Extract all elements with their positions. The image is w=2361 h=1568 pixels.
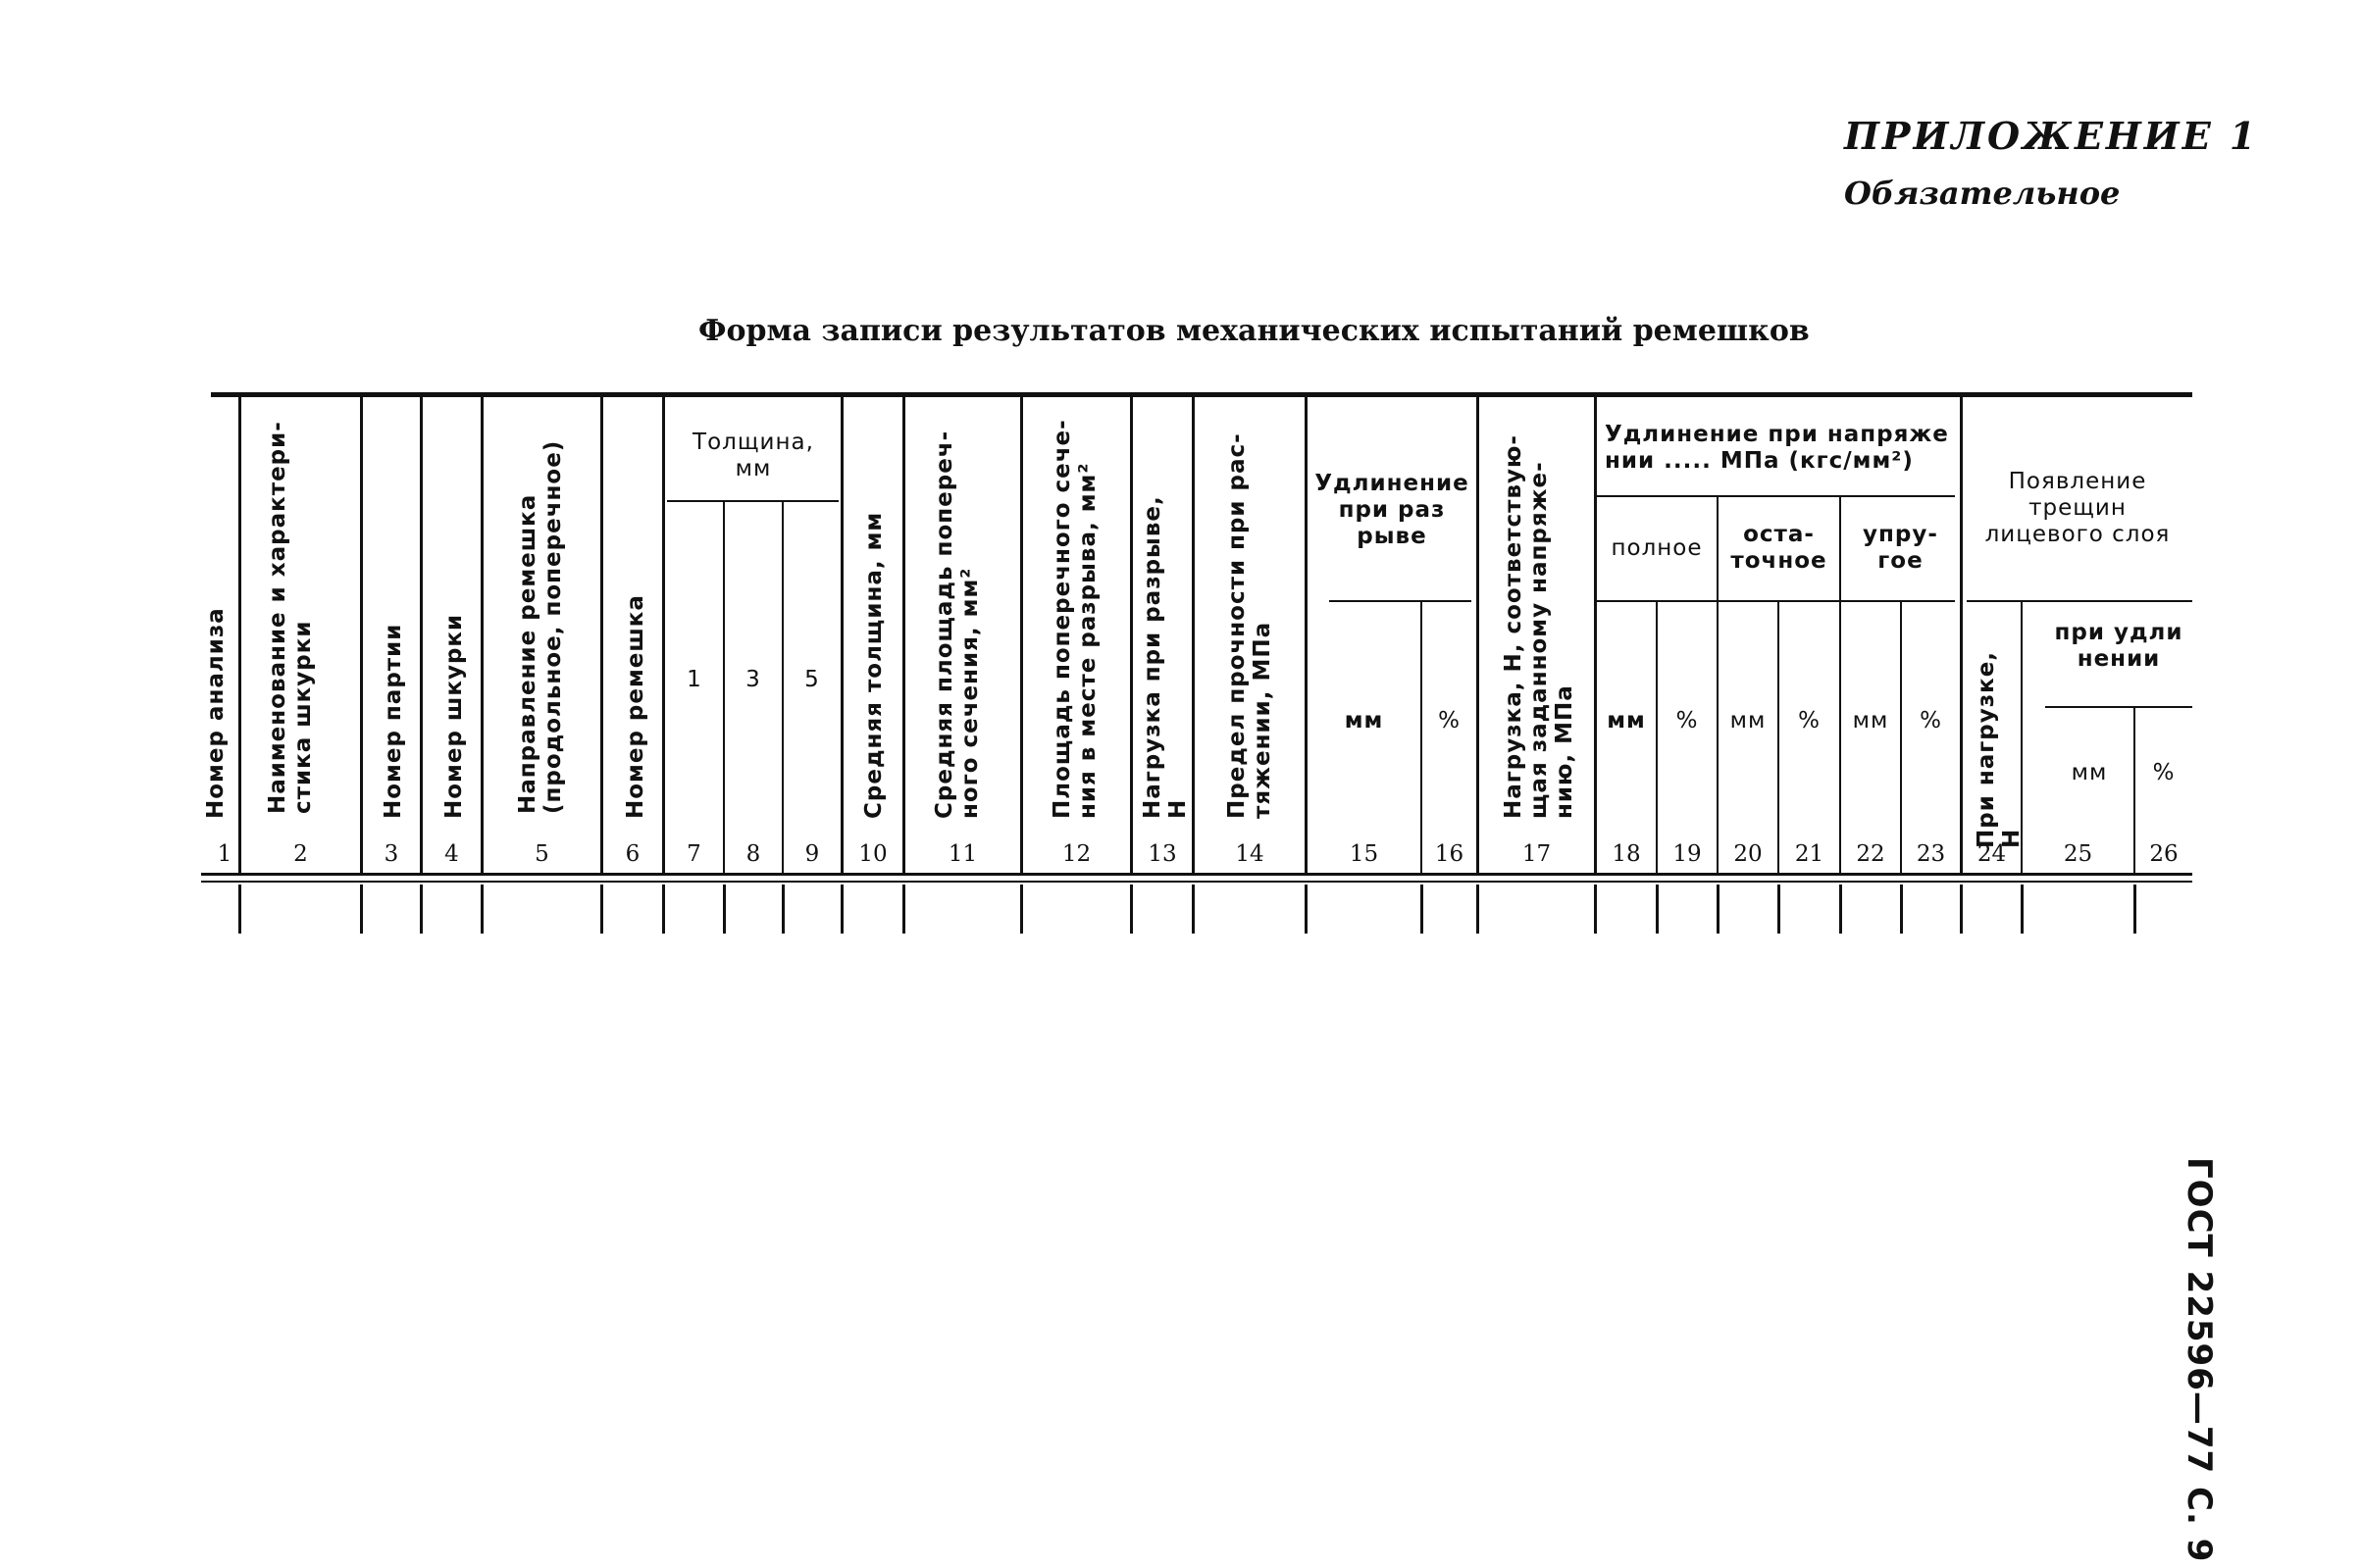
header-bottom-rule: [201, 873, 2192, 876]
row-stub: [2133, 885, 2136, 934]
gost-page-code: ГОСТ 22596—77 С. 9: [2180, 1157, 2219, 1563]
header-break-load: Нагрузка при разрыве, Н: [1140, 495, 1191, 819]
row-stub: [2021, 885, 2024, 934]
col-number: 19: [1672, 841, 1702, 867]
header-at-elongation: при удли нении: [2054, 620, 2183, 672]
row-stub: [723, 885, 726, 934]
header-at-load: При нагрузке, Н: [1974, 650, 2025, 848]
col-number: 11: [948, 841, 978, 867]
col-divider: [600, 397, 603, 873]
col-number: 24: [1976, 841, 2007, 867]
col-divider: [1020, 397, 1023, 873]
header-hide-name: Наименование и характери- стика шкурки: [265, 421, 316, 814]
row-stub: [1420, 885, 1423, 934]
header-thickness-5: 5: [804, 667, 820, 692]
appendix-status: Обязательное: [1844, 175, 2121, 212]
col-number: 21: [1794, 841, 1824, 867]
header-avg-thickness: Средняя толщина, мм: [861, 511, 887, 819]
col-number: 26: [2149, 841, 2179, 867]
header-col19-pct: %: [1675, 708, 1699, 733]
col-divider: [1476, 397, 1479, 873]
col-divider: [1900, 602, 1902, 873]
col-number: 17: [1521, 841, 1552, 867]
row-stub: [662, 885, 665, 934]
row-stub: [1777, 885, 1780, 934]
col-number: 13: [1148, 841, 1177, 867]
header-full: полное: [1611, 535, 1703, 561]
elong-stress-sub-rule: [1597, 495, 1955, 497]
col-divider: [902, 397, 905, 873]
col-number: 3: [384, 841, 399, 867]
header-col20-mm: мм: [1729, 708, 1767, 733]
row-stub: [1130, 885, 1133, 934]
header-elongation-at-break: Удлинение при раз рыве: [1314, 471, 1469, 549]
header-thickness-1: 1: [687, 667, 702, 692]
row-stub: [238, 885, 241, 934]
col-number: 22: [1856, 841, 1885, 867]
col-divider: [238, 397, 241, 873]
col-divider: [1192, 397, 1195, 873]
row-stub: [1717, 885, 1719, 934]
header-col23-pct: %: [1920, 708, 1942, 733]
header-batch-number: Номер партии: [381, 623, 406, 819]
row-stub: [420, 885, 423, 934]
col-number: 18: [1612, 841, 1641, 867]
header-load-at-stress: Нагрузка, Н, соответствую- щая заданному напряже- нию, МПа: [1501, 434, 1577, 819]
at-elong-sub-rule: [2045, 706, 2192, 708]
row-stub: [1960, 885, 1963, 934]
col-number: 25: [2063, 841, 2093, 867]
header-col21-pct: %: [1798, 708, 1821, 733]
header-elastic: упру- гое: [1863, 522, 1938, 574]
row-stub: [1900, 885, 1903, 934]
row-stub: [1839, 885, 1842, 934]
col-number: 10: [858, 841, 888, 867]
row-stub: [481, 885, 484, 934]
header-col25-mm: мм: [2071, 760, 2108, 785]
header-col18-mm: мм: [1607, 708, 1646, 733]
header-thickness-group: Толщина, мм: [693, 430, 814, 481]
col-number: 14: [1235, 841, 1264, 867]
row-stub: [1656, 885, 1659, 934]
header-thickness-3: 3: [745, 667, 761, 692]
col-number: 20: [1733, 841, 1763, 867]
col-number: 16: [1434, 841, 1464, 867]
col-number: 8: [745, 841, 761, 867]
col-number: 23: [1916, 841, 1946, 867]
col-number: 1: [217, 841, 232, 867]
table-top-rule: [211, 392, 2192, 397]
appendix-title: ПРИЛОЖЕНИЕ 1: [1844, 114, 2259, 158]
row-stub: [1594, 885, 1597, 934]
row-stub: [360, 885, 363, 934]
col-divider: [1656, 602, 1658, 873]
header-bottom-rule-2: [201, 881, 2192, 883]
header-col16-pct: %: [1438, 708, 1461, 733]
row-stub: [600, 885, 603, 934]
header-tensile-strength: Предел прочности при рас- тяжении, МПа: [1224, 432, 1275, 819]
col-divider: [481, 397, 484, 873]
row-stub: [782, 885, 785, 934]
col-number: 5: [535, 841, 549, 867]
row-stub: [1476, 885, 1479, 934]
header-analysis-number: Номер анализа: [203, 607, 229, 819]
header-col22-mm: мм: [1852, 708, 1889, 733]
header-residual: оста- точное: [1730, 522, 1827, 574]
table-title: Форма записи результатов механических испытаний ремешков: [698, 314, 1810, 348]
header-break-cross-section: Площадь поперечного сече- ния в месте разрыва, мм²: [1050, 419, 1101, 819]
col-number: 7: [687, 841, 701, 867]
row-stub: [841, 885, 844, 934]
header-face-cracks: Появление трещин лицевого слоя: [1984, 469, 2171, 547]
col-divider: [1777, 602, 1779, 873]
col-number: 2: [293, 841, 308, 867]
header-strap-number: Номер ремешка: [623, 594, 648, 819]
header-col15-mm: мм: [1344, 708, 1384, 733]
row-stub: [1020, 885, 1023, 934]
col-number: 12: [1061, 841, 1092, 867]
elong-break-sub-rule: [1329, 600, 1471, 602]
col-divider: [1420, 602, 1422, 873]
header-col26-pct: %: [2152, 760, 2176, 785]
cracks-sub-rule: [1967, 600, 2192, 602]
col-divider: [420, 397, 423, 873]
col-number: 6: [625, 841, 641, 867]
row-stub: [1192, 885, 1195, 934]
col-number: 9: [804, 841, 820, 867]
col-number: 4: [444, 841, 459, 867]
thickness-sub-rule: [667, 500, 839, 502]
header-elongation-at-stress: Удлинение при напряже нии ..... МПа (кгс/мм²): [1605, 422, 1949, 474]
header-strap-direction: Направление ремешка (продольное, поперечное): [515, 439, 566, 814]
col-divider: [1130, 397, 1133, 873]
row-stub: [902, 885, 905, 934]
col-divider: [360, 397, 363, 873]
header-avg-cross-section: Средняя площадь попереч- ного сечения, мм²: [932, 430, 983, 819]
row-stub: [1305, 885, 1308, 934]
header-hide-number: Номер шкурки: [441, 613, 467, 819]
col-divider: [1305, 397, 1308, 873]
col-number: 15: [1349, 841, 1379, 867]
